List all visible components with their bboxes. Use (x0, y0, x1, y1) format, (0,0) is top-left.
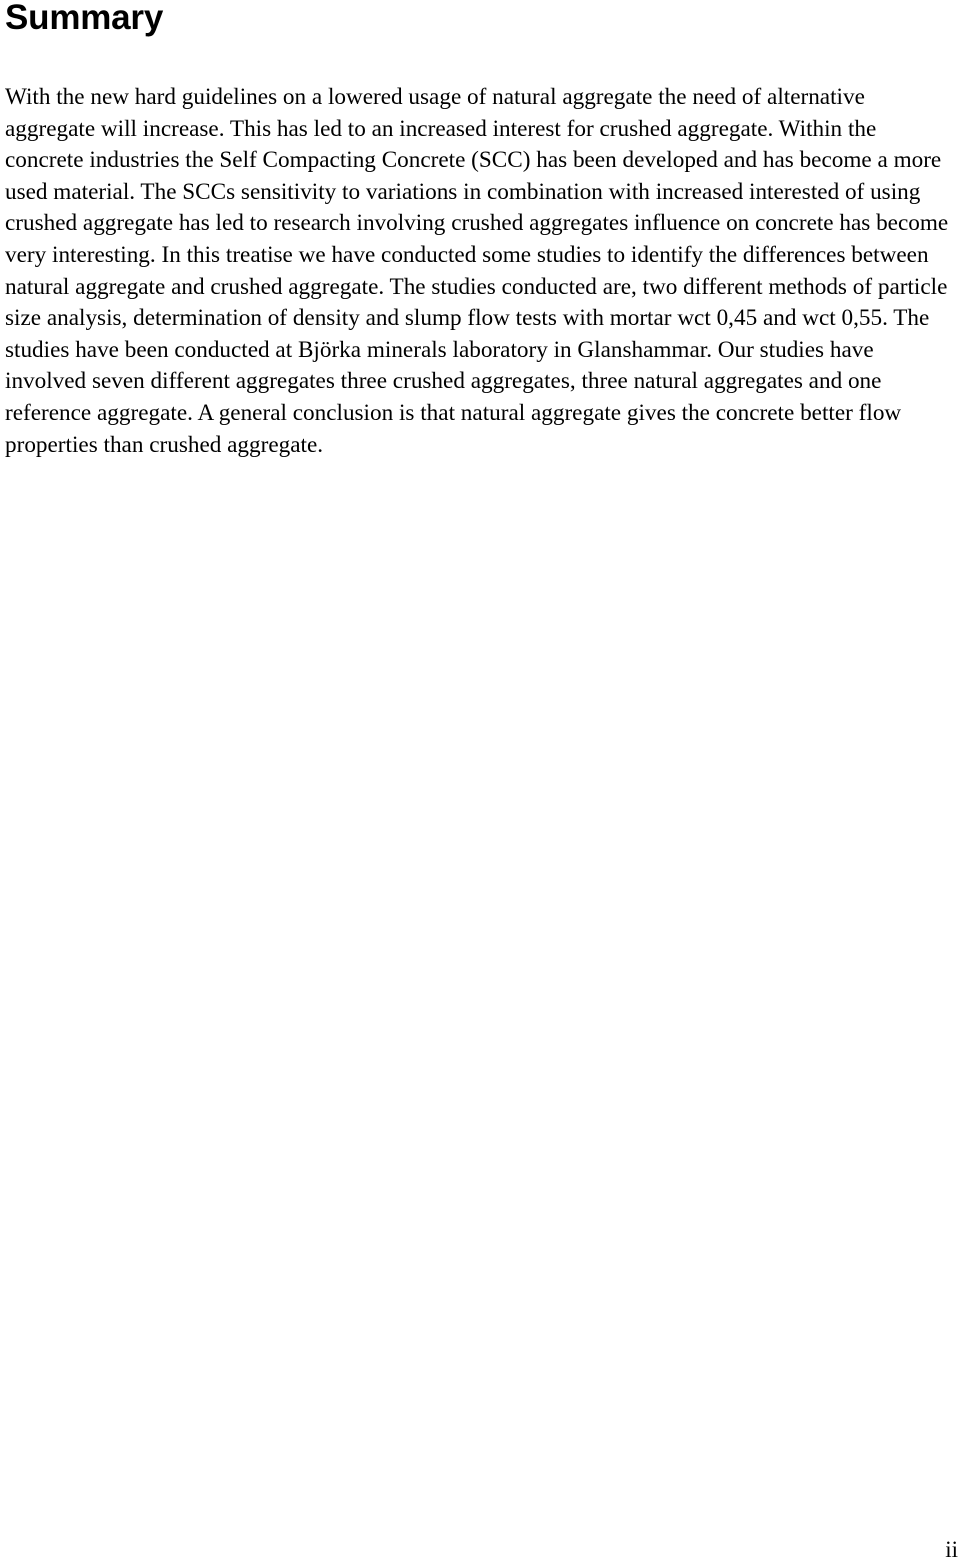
page-number: ii (945, 1537, 958, 1562)
summary-paragraph: With the new hard guidelines on a lowered usage of natural aggregate the need of alternative aggregate will increase. This has led to an increased interest for crushed aggregate. Within the concrete industries the Self Compacting Concrete (SCC) has been developed and has become a more used material. The SCCs sensitivity to variations in combination with increased interested of using crushed aggregate has led to research involving crushed aggregates influence on concrete has become very interesting. In this treatise we have conducted some studies to identify the differences between natural aggregate and crushed aggregate. The studies conducted are, two different methods of particle size analysis, determination of density and slump flow tests with mortar wct 0,45 and wct 0,55. The studies have been conducted at Björka minerals laboratory in Glanshammar. Our studies have involved seven different aggregates three crushed aggregates, three natural aggregates and one reference aggregate. A general conclusion is that natural aggregate gives the concrete better flow properties than crushed aggregate. (5, 84, 949, 458)
page-title: Summary (5, 0, 164, 37)
